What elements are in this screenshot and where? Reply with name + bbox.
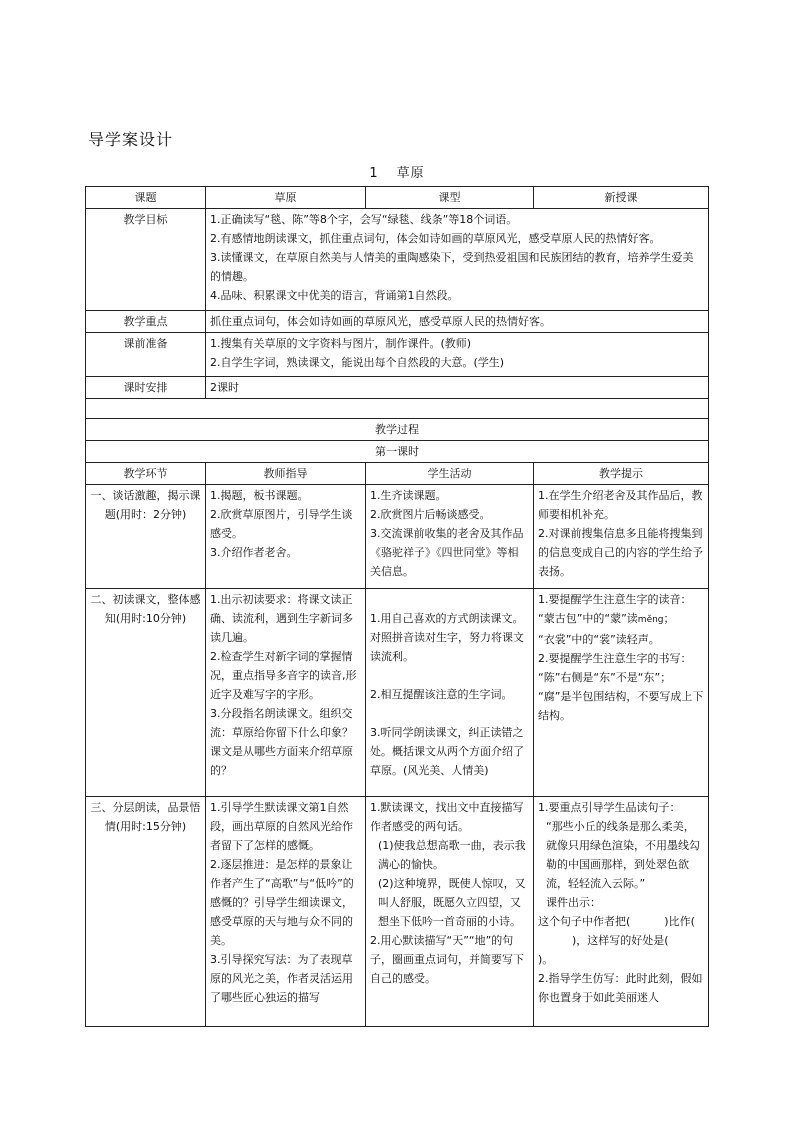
- teacher-item: 1.出示初读要求：将课文读正确、读流利，遇到生字新词多读几遍。: [210, 593, 353, 644]
- type-value: 新授课: [534, 187, 709, 209]
- teacher-item: 1.揭题，板书课题。: [210, 489, 309, 502]
- teacher-item: 2.逐层推进：是怎样的景象让作者产生了“高歌”与“低吟”的感慨的？引导学生细读课文，感受草原的天与地与众不同的美。: [210, 858, 354, 947]
- goals-label: 教学目标: [86, 209, 206, 311]
- stage-name: 一、谈话激趣，揭示课题(用时：2分钟): [86, 485, 206, 589]
- goal-item: 1.正确读写“毯、陈”等8个字，会写“绿毯、线条”等18个词语。: [210, 213, 518, 226]
- student-item: (1)使我总想高歌一曲，表示我满心的愉快。: [378, 839, 526, 871]
- lesson-title: [0, 162, 794, 181]
- lesson-name: 草原: [396, 166, 425, 181]
- teacher-item: 2.检查学生对新字词的掌握情况，重点指导多音字的读音,形近字及难写字的字形。: [210, 650, 357, 701]
- teacher-item: 3.介绍作者老舍。: [210, 546, 298, 559]
- student-item: 1.用自己喜欢的方式朗读课文。对照拼音读对生字，努力将课文读流利。: [370, 612, 524, 663]
- lesson-number: 1: [369, 166, 379, 181]
- topic-value: 草原: [206, 187, 366, 209]
- student-activity: [366, 797, 534, 1027]
- student-activity: [366, 589, 534, 797]
- student-item: 2.相互提醒该注意的生字词。: [370, 688, 513, 701]
- column-header-student: 学生活动: [366, 463, 534, 485]
- lesson-plan-table: [85, 186, 709, 1027]
- tip-item: 这个句子中作者把( )比作()，这样写的好处是()。: [538, 915, 695, 966]
- period-title-row: [86, 441, 709, 463]
- tip-item: 2.要提醒学生注意生字的书写：: [538, 652, 692, 665]
- preparation-item: 1.搜集有关草原的文字资料与图片，制作课件。(教师): [210, 337, 472, 350]
- stage-row-3: [86, 797, 709, 1027]
- key-point-label: 教学重点: [86, 311, 206, 333]
- preparation-item: 2.自学生字词，熟读课文，能说出每个自然段的大意。(学生): [210, 356, 505, 369]
- key-point-row: [86, 311, 709, 333]
- label-topic: 课题: [86, 187, 206, 209]
- process-title-row: [86, 419, 709, 441]
- tip-item: “那些小丘的线条是那么柔美，就像只用绿色渲染，不用墨线勾勒的中国画那样，到处翠色欲流，轻轻流入云际。”: [546, 820, 700, 890]
- teacher-item: 3.引导探究写法：为了表现草原的风光之美，作者灵活运用了哪些匠心独运的描写: [210, 953, 353, 1004]
- goal-item: 4.品味、积累课文中优美的语言，背诵第1自然段。: [210, 289, 459, 302]
- teaching-tips: [534, 797, 709, 1027]
- preparation-content: [206, 333, 709, 377]
- column-header-stage: 教学环节: [86, 463, 206, 485]
- goals-content: [206, 209, 709, 311]
- student-item: 3.交流课前收集的老舍及其作品《骆驼祥子》《四世同堂》等相关信息。: [370, 527, 524, 578]
- preparation-row: [86, 333, 709, 377]
- student-activity: [366, 485, 534, 589]
- tip-item: “蒙古包”中的“蒙”读měng；: [538, 612, 675, 625]
- schedule-row: [86, 377, 709, 399]
- tip-item: 1.要提醒学生注意生字的读音：: [538, 593, 692, 606]
- teaching-tips: [534, 589, 709, 797]
- tip-item: 1.在学生介绍老舍及其作品后，教师要相机补充。: [538, 489, 703, 521]
- column-header-teacher: 教师指导: [206, 463, 366, 485]
- student-item: 1.生齐读课题。: [370, 489, 447, 502]
- teacher-guidance: [206, 797, 366, 1027]
- tip-item: “陈”右侧是“东”不是“东”；: [538, 671, 672, 684]
- tip-item: 1.要重点引导学生品读句子：: [538, 801, 681, 814]
- spacer-cell: [86, 399, 709, 419]
- stage-name: 二、初读课文，整体感知(用时:10分钟): [86, 589, 206, 797]
- teacher-item: 3.分段指名朗读课文。组织交流：草原给你留下什么印象？课文是从哪些方面来介绍草原的？: [210, 707, 353, 777]
- label-type: 课型: [366, 187, 534, 209]
- period-title: 第一课时: [86, 441, 709, 463]
- schedule-text: 2课时: [206, 377, 709, 399]
- process-title: 教学过程: [86, 419, 709, 441]
- student-item: (2)这种境界，既使人惊叹，又叫人舒服，既愿久立四望，又想坐下低吟一首奇丽的小诗。: [378, 877, 526, 928]
- teacher-item: 2.欣赏草原图片，引导学生谈感受。: [210, 508, 353, 540]
- schedule-label: 课时安排: [86, 377, 206, 399]
- document-title: 导学案设计: [88, 130, 174, 149]
- teacher-guidance: [206, 589, 366, 797]
- goals-row: [86, 209, 709, 311]
- student-item: 1.默读课文，找出文中直接描写作者感受的两句话。: [370, 801, 524, 833]
- tip-item: 课件出示：: [546, 896, 601, 909]
- student-item: 2.欣赏图片后畅谈感受。: [370, 508, 491, 521]
- preparation-label: 课前准备: [86, 333, 206, 377]
- column-header-tips: 教学提示: [534, 463, 709, 485]
- stage-row-2: [86, 589, 709, 797]
- stage-name: 三、分层朗读，品景悟情(用时:15分钟): [86, 797, 206, 1027]
- header-row: [86, 187, 709, 209]
- teacher-guidance: [206, 485, 366, 589]
- teaching-tips: [534, 485, 709, 589]
- tip-item: 2.对课前搜集信息多且能将搜集到的信息变成自己的内容的学生给予表扬。: [538, 527, 703, 578]
- teacher-item: 1.引导学生默读课文第1自然段，画出草原的自然风光给作者留下了怎样的感慨。: [210, 801, 353, 852]
- goal-item: 2.有感情地朗读课文，抓住重点词句，体会如诗如画的草原风光，感受草原人民的热情好客。: [210, 232, 661, 245]
- tip-item: “腐”是半包围结构，不要写成上下结构。: [538, 690, 704, 722]
- key-point-text: 抓住重点词句，体会如诗如画的草原风光，感受草原人民的热情好客。: [206, 311, 709, 333]
- spacer-row: [86, 399, 709, 419]
- tip-item: 2.指导学生仿写：此时此刻，假如你也置身于如此美丽迷人: [538, 972, 703, 1004]
- stage-row-1: [86, 485, 709, 589]
- student-item: 3.听同学朗读课文，纠正读错之处。概括课文从两个方面介绍了草原。(风光美、人情美): [370, 726, 524, 777]
- tip-item: “衣裳”中的“裳”读轻声。: [538, 633, 660, 646]
- column-header-row: [86, 463, 709, 485]
- student-item: 2.用心默读描写“天”“地”的句子，圈画重点词句，并简要写下自己的感受。: [370, 934, 524, 985]
- goal-item: 3.读懂课文，在草原自然美与人情美的重陶感染下，受到热爱祖国和民族团结的教育，培养学生爱美的情趣。: [210, 251, 694, 283]
